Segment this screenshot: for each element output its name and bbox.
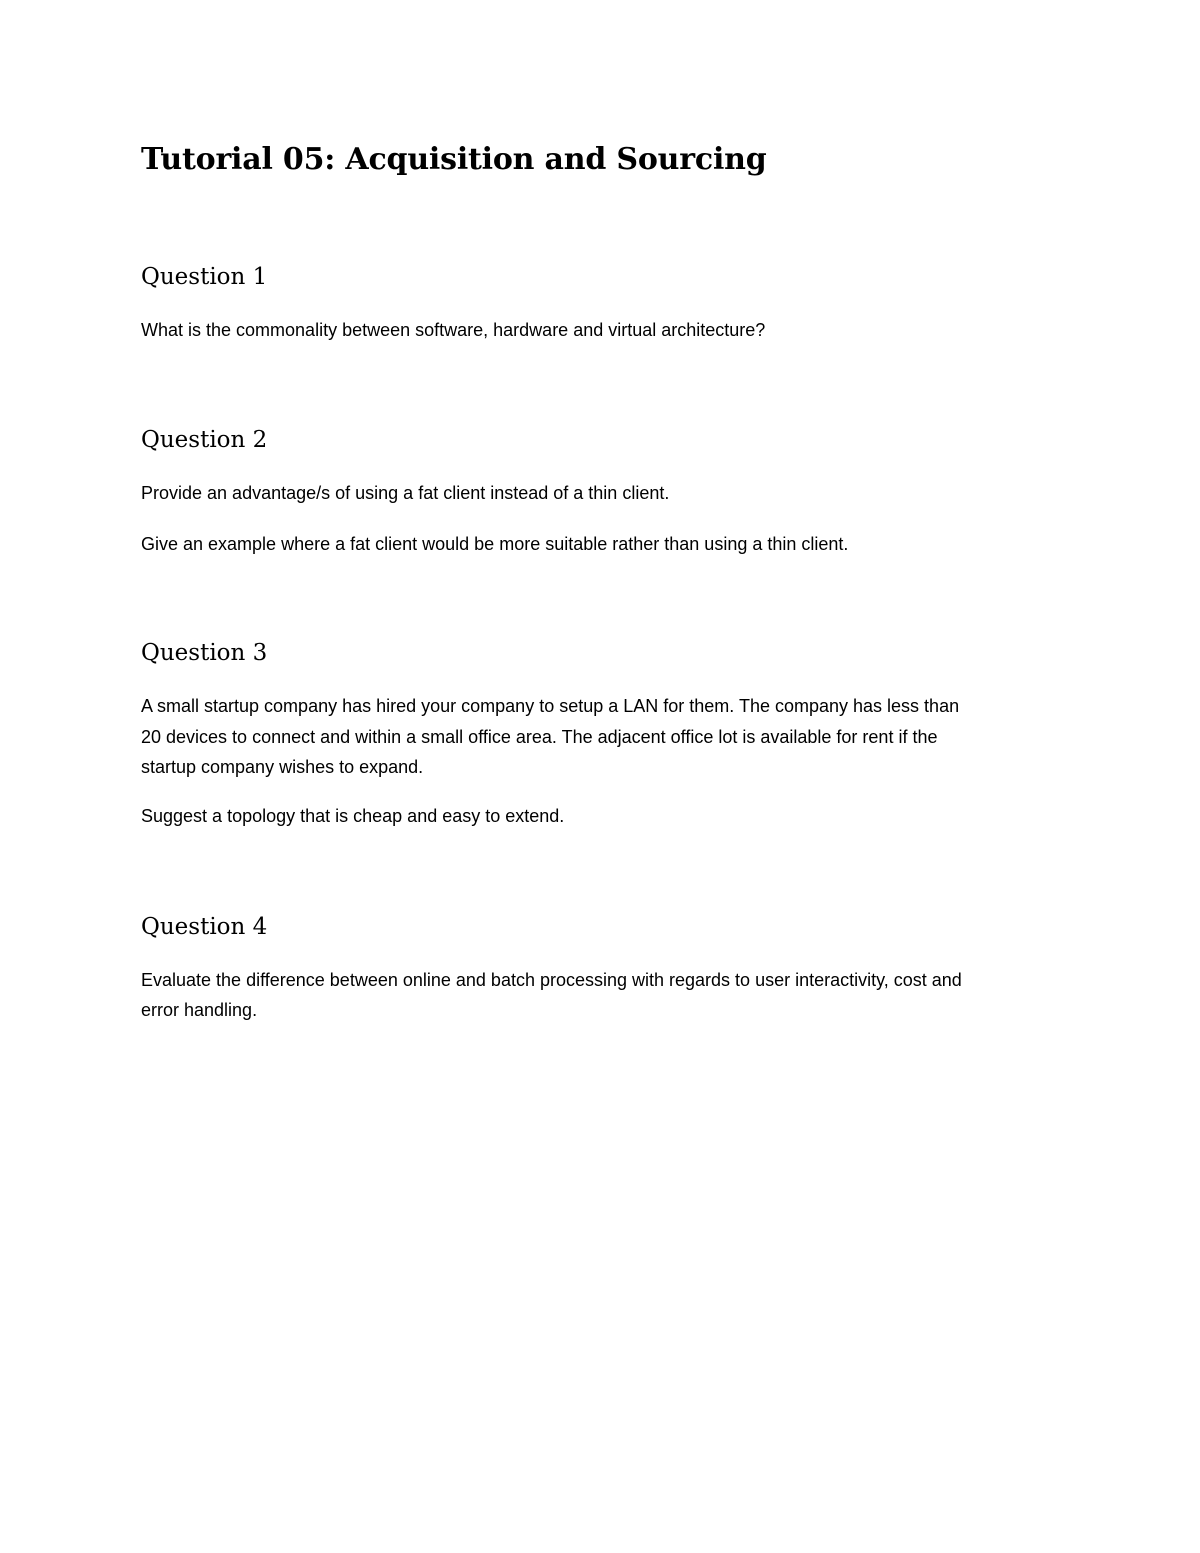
question-4-line-1: Evaluate the difference between online and batch processing with regards to user interactivity, cost and xyxy=(141,970,962,990)
question-4-heading: Question 4 xyxy=(141,914,268,940)
question-1-line-1: What is the commonality between software, hardware and virtual architecture? xyxy=(141,320,766,340)
document-title: Tutorial 05: Acquisition and Sourcing xyxy=(141,142,767,177)
question-3-heading: Question 3 xyxy=(141,640,268,666)
question-2-line-1: Provide an advantage/s of using a fat client instead of a thin client. xyxy=(141,483,670,503)
question-2-line-2: Give an example where a fat client would be more suitable rather than using a thin client. xyxy=(141,534,849,554)
question-1-heading: Question 1 xyxy=(141,264,268,290)
question-3-line-4: Suggest a topology that is cheap and easy to extend. xyxy=(141,806,565,826)
question-4-line-2: error handling. xyxy=(141,1000,258,1020)
question-3-line-3: startup company wishes to expand. xyxy=(141,757,424,777)
question-3-line-1: A small startup company has hired your company to setup a LAN for them. The company has less than xyxy=(141,696,960,716)
question-2-heading: Question 2 xyxy=(141,427,268,453)
question-3-line-2: 20 devices to connect and within a small office area. The adjacent office lot is available for rent if the xyxy=(141,727,938,747)
